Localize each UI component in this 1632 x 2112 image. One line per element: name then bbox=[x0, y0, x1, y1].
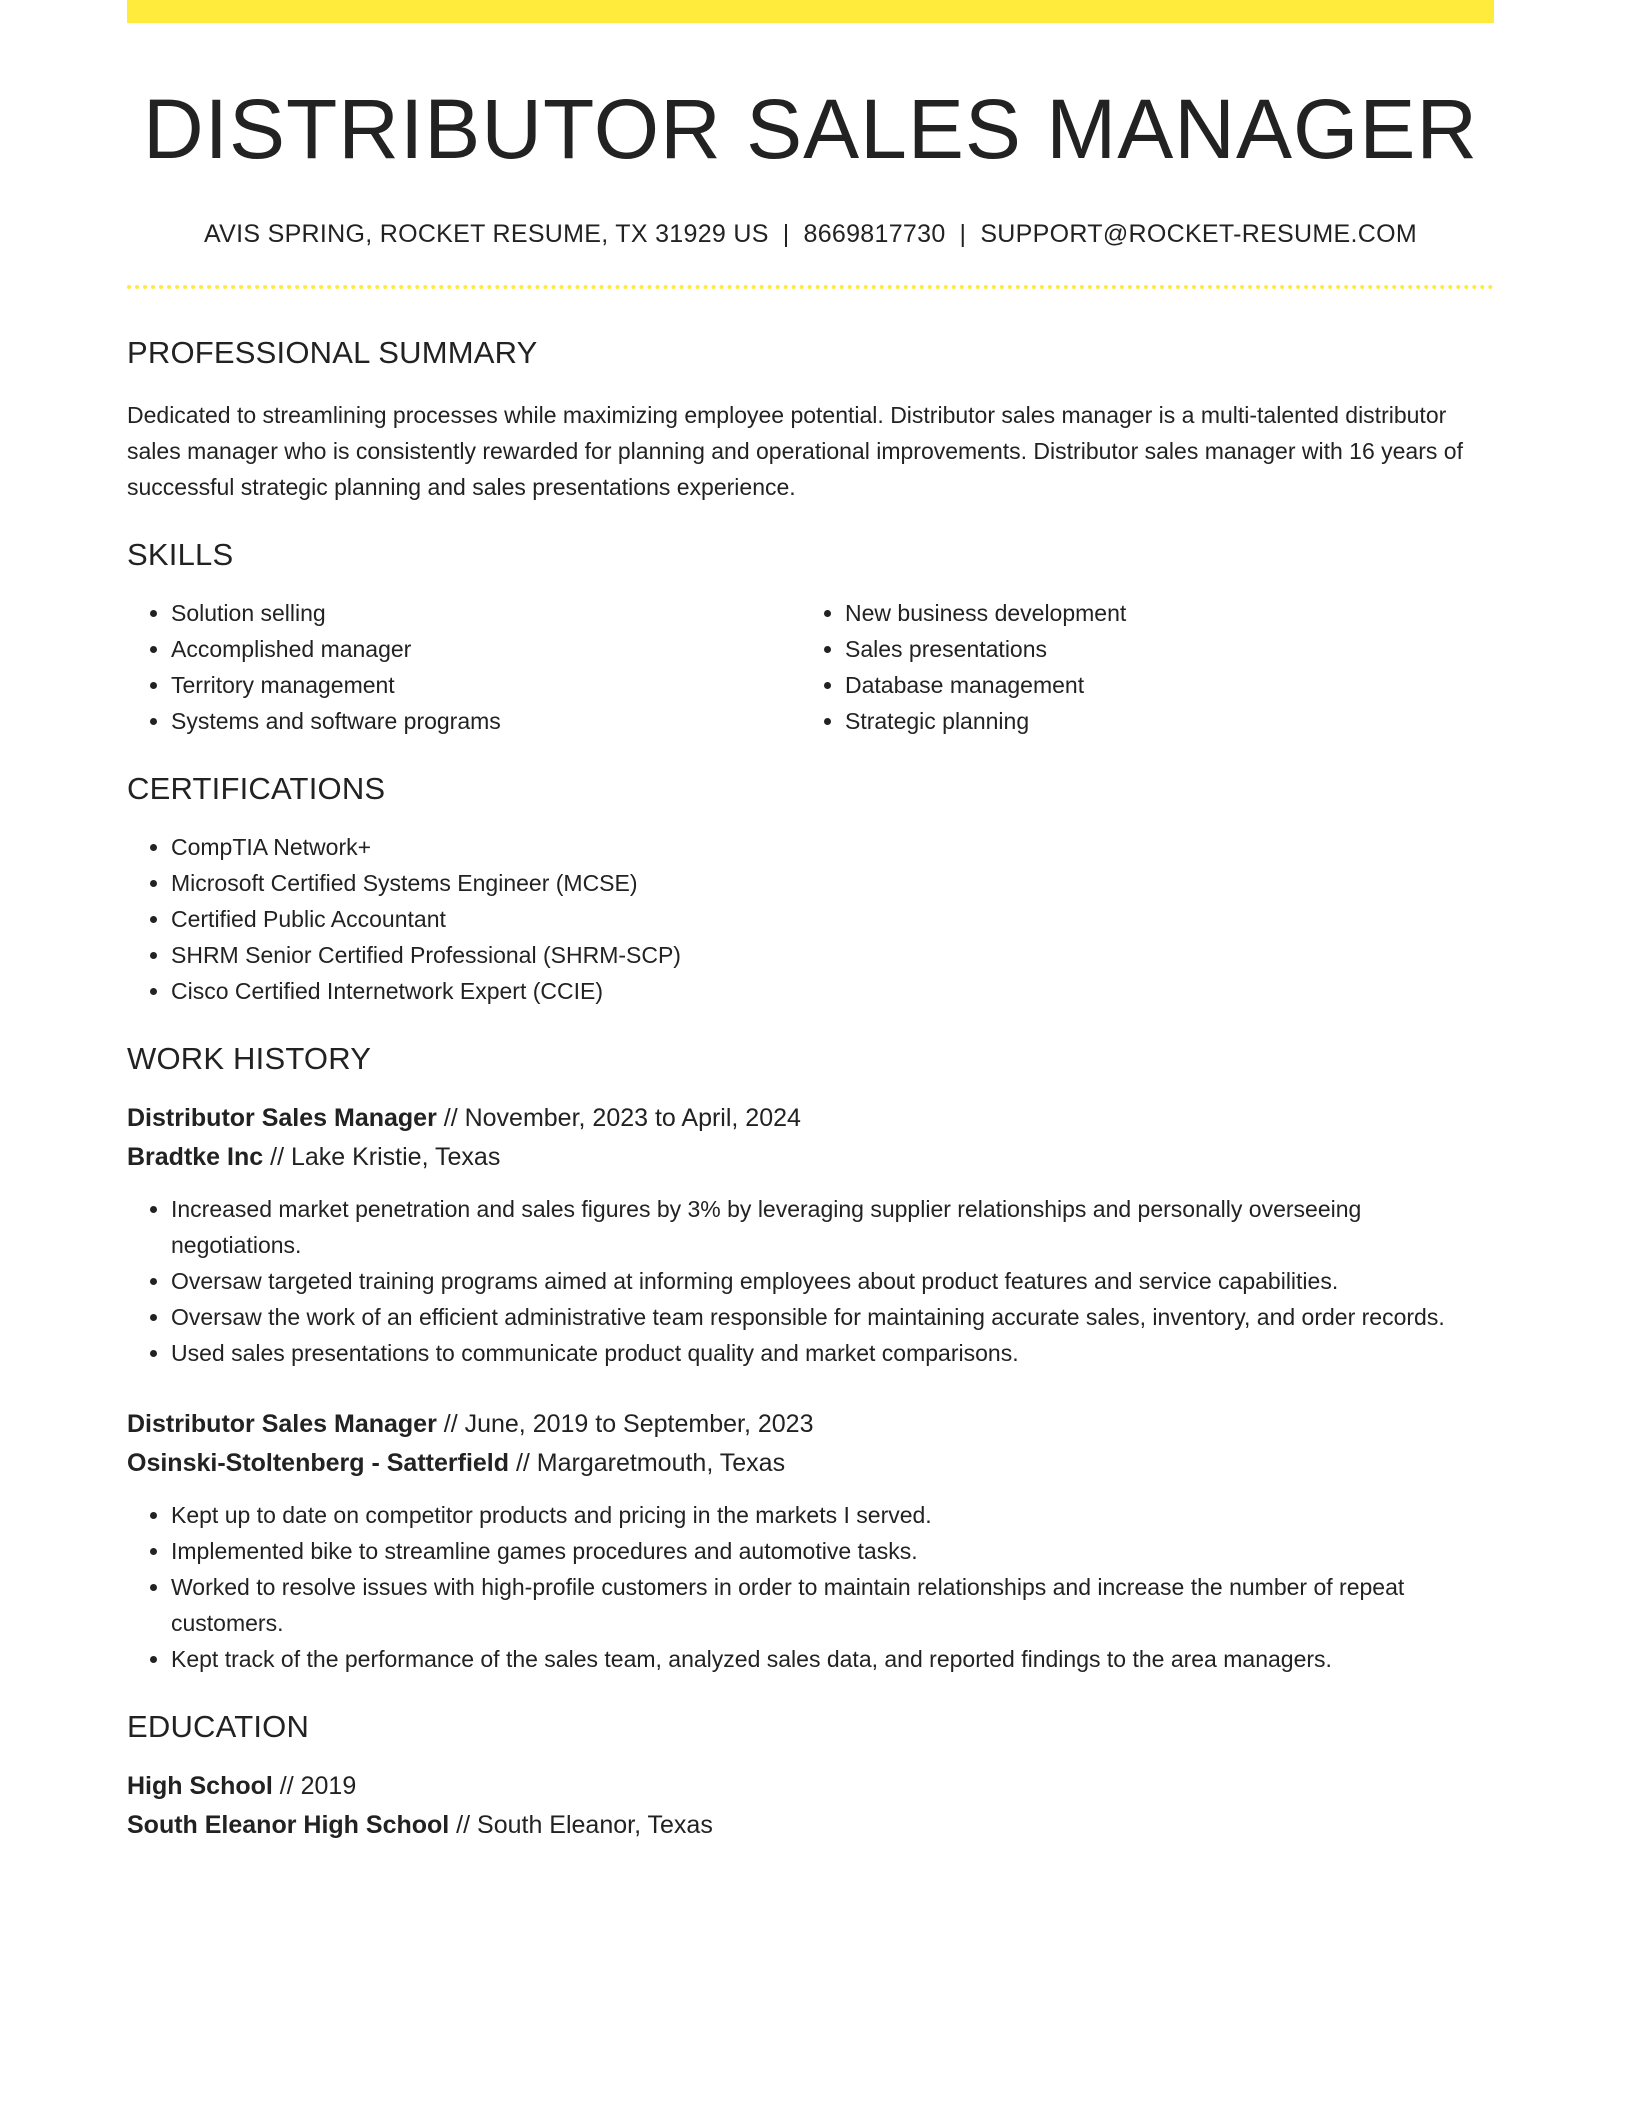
job-company-line bbox=[127, 1138, 1494, 1177]
job-bullet: • Oversaw targeted training programs aimed at informing employees about product features and service capabilities. bbox=[171, 1263, 1494, 1299]
skill-item: • Systems and software programs bbox=[171, 703, 801, 739]
job-location: // Margaretmouth, Texas bbox=[509, 1448, 786, 1477]
dotted-divider bbox=[127, 285, 1494, 289]
skill-item: • Database management bbox=[845, 667, 1475, 703]
job-bullet: • Used sales presentations to communicate product quality and market comparisons. bbox=[171, 1335, 1494, 1371]
education-year: // 2019 bbox=[272, 1771, 357, 1800]
job-location: // Lake Kristie, Texas bbox=[263, 1142, 501, 1171]
skills-heading: SKILLS bbox=[127, 536, 234, 572]
education-section bbox=[127, 1709, 1494, 1845]
skills-section bbox=[127, 537, 1494, 739]
job-dates: // June, 2019 to September, 2023 bbox=[436, 1409, 814, 1438]
accent-top-bar bbox=[127, 0, 1494, 23]
job-bullet: • Kept up to date on competitor products and pricing in the markets I served. bbox=[171, 1497, 1494, 1533]
job-entry bbox=[127, 1405, 1494, 1677]
skill-item: • Territory management bbox=[171, 667, 801, 703]
job-bullets bbox=[127, 1497, 1494, 1677]
skill-item: • Accomplished manager bbox=[171, 631, 801, 667]
summary-heading: PROFESSIONAL SUMMARY bbox=[127, 334, 538, 370]
contact-separator: | bbox=[959, 219, 967, 248]
certifications-list bbox=[127, 829, 1494, 1009]
education-heading: EDUCATION bbox=[127, 1708, 310, 1744]
education-degree: High School bbox=[127, 1771, 273, 1800]
summary-text: Dedicated to streamlining processes while maximizing employee potential. Distributor sales manager is a multi-talented distributor sales manager who is consistently rewarded for planning and operational improvements. Distributor sales manager with 16 years of successful strategic planning and sales presentations experience. bbox=[127, 401, 1463, 500]
certification-item: • Certified Public Accountant bbox=[171, 901, 1494, 937]
contact-separator: | bbox=[782, 219, 790, 248]
job-entry bbox=[127, 1099, 1494, 1371]
education-degree-line bbox=[127, 1767, 1494, 1806]
certification-item: • Microsoft Certified Systems Engineer (MCSE) bbox=[171, 865, 1494, 901]
job-role: Distributor Sales Manager bbox=[127, 1409, 437, 1438]
education-school: South Eleanor High School bbox=[127, 1810, 450, 1839]
job-role: Distributor Sales Manager bbox=[127, 1103, 437, 1132]
skill-item: • Sales presentations bbox=[845, 631, 1475, 667]
candidate-title: DISTRIBUTOR SALES MANAGER bbox=[142, 82, 1479, 176]
skill-item: • New business development bbox=[845, 595, 1475, 631]
contact-phone: 8669817730 bbox=[803, 219, 946, 248]
job-dates: // November, 2023 to April, 2024 bbox=[436, 1103, 801, 1132]
resume-content bbox=[127, 23, 1494, 1845]
job-role-line bbox=[127, 1405, 1494, 1444]
job-bullet: • Increased market penetration and sales figures by 3% by leveraging supplier relationships and personally overseeing negotiations. bbox=[171, 1191, 1494, 1263]
job-bullet: • Kept track of the performance of the sales team, analyzed sales data, and reported findings to the area managers. bbox=[171, 1641, 1494, 1677]
certification-item: • CompTIA Network+ bbox=[171, 829, 1494, 865]
job-bullet: • Oversaw the work of an efficient administrative team responsible for maintaining accurate sales, inventory, and order records. bbox=[171, 1299, 1494, 1335]
education-school-line bbox=[127, 1806, 1494, 1845]
certifications-section bbox=[127, 771, 1494, 1009]
job-bullet: • Implemented bike to streamline games procedures and automotive tasks. bbox=[171, 1533, 1494, 1569]
job-company-line bbox=[127, 1444, 1494, 1483]
certification-item: • Cisco Certified Internetwork Expert (CCIE) bbox=[171, 973, 1494, 1009]
certifications-heading: CERTIFICATIONS bbox=[127, 770, 386, 806]
education-location: // South Eleanor, Texas bbox=[449, 1810, 713, 1839]
job-bullet: • Worked to resolve issues with high-profile customers in order to maintain relationships and increase the number of repeat customers. bbox=[171, 1569, 1494, 1641]
education-entry bbox=[127, 1767, 1494, 1845]
job-bullets bbox=[127, 1191, 1494, 1371]
skill-item: • Strategic planning bbox=[845, 703, 1475, 739]
certification-item: • SHRM Senior Certified Professional (SHRM-SCP) bbox=[171, 937, 1494, 973]
skill-item: • Solution selling bbox=[171, 595, 801, 631]
work-history-heading: WORK HISTORY bbox=[127, 1040, 372, 1076]
job-role-line bbox=[127, 1099, 1494, 1138]
job-company: Osinski-Stoltenberg - Satterfield bbox=[127, 1448, 510, 1477]
contact-email: SUPPORT@ROCKET-RESUME.COM bbox=[980, 219, 1417, 248]
job-company: Bradtke Inc bbox=[127, 1142, 264, 1171]
skills-list-left bbox=[127, 595, 801, 739]
work-history-section bbox=[127, 1041, 1494, 1677]
contact-line bbox=[127, 220, 1494, 249]
skills-columns bbox=[127, 595, 1494, 739]
skills-list-right bbox=[801, 595, 1475, 739]
contact-address: AVIS SPRING, ROCKET RESUME, TX 31929 US bbox=[204, 219, 769, 248]
